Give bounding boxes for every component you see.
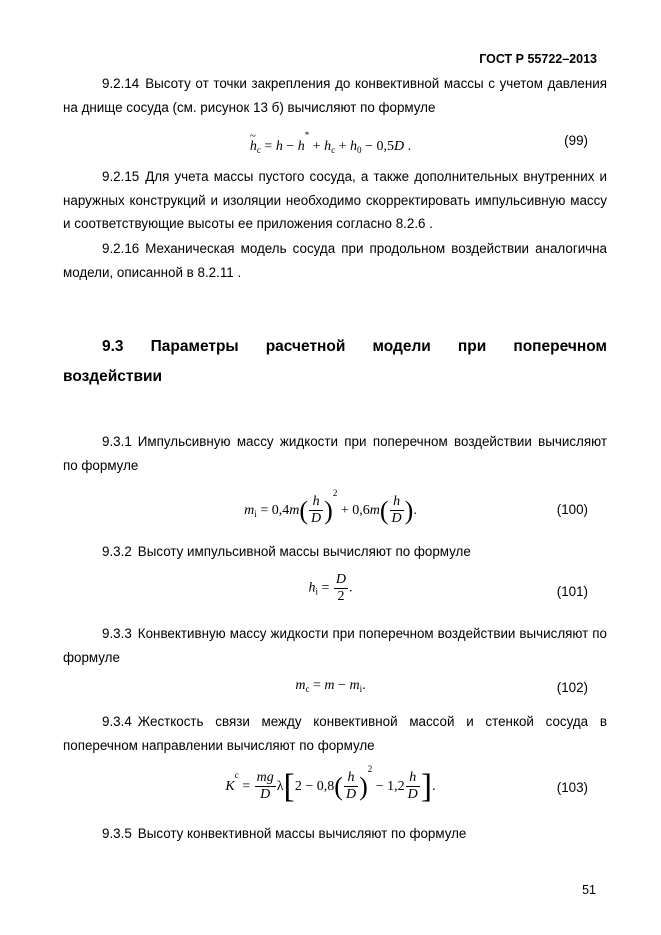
formula-102: $m_c = m - m_i$. xyxy=(295,678,366,694)
clause-number: 9.2.16 xyxy=(102,241,140,256)
heading-word: модели xyxy=(372,338,431,355)
clause-text: Высоту импульсивной массы вычисляют по формуле xyxy=(137,544,471,559)
formula-number-99: (99) xyxy=(564,133,588,148)
formula-101: $h_i$ = $\frac{D}{2}$ . xyxy=(308,572,353,604)
clause-number: 9.3.5 xyxy=(102,826,132,841)
heading-word: Параметры xyxy=(150,338,239,355)
paragraph-9-2-15 xyxy=(63,165,607,236)
page-number: 51 xyxy=(582,883,596,897)
heading-word: при xyxy=(457,338,487,355)
clause-text: Конвективную массу жидкости при поперечном воздействии вычисляют по формуле xyxy=(63,626,607,665)
paragraph-9-3-2 xyxy=(63,540,607,564)
formula-number-100: (100) xyxy=(556,502,588,517)
heading-word: воздействии xyxy=(63,368,163,385)
heading-word: поперечном xyxy=(513,338,607,355)
clause-text: Высоту от точки закрепления до конвективной массы с учетом давления на днище сосуда (см. рисунок 13 б) вычисляют по формуле xyxy=(63,76,607,115)
paragraph-9-3-1 xyxy=(63,430,607,477)
formula-number-101: (101) xyxy=(556,584,588,599)
heading-word: расчетной xyxy=(265,338,346,355)
section-heading-9-3 xyxy=(63,332,607,392)
paragraph-9-3-3 xyxy=(63,622,607,669)
clause-text: Жесткость связи между конвективной массой и стенкой сосуда в поперечном направлении вычисляют по формуле xyxy=(63,714,607,753)
paragraph-9-2-14 xyxy=(63,72,607,119)
clause-number: 9.3.2 xyxy=(102,544,132,559)
clause-number: 9.2.15 xyxy=(102,169,140,184)
clause-text: Высоту конвективной массы вычисляют по формуле xyxy=(137,826,467,841)
clause-text: Механическая модель сосуда при продольном воздействии аналогична модели, описанной в 8.2.11 . xyxy=(63,241,607,280)
clause-text: Импульсивную массу жидкости при поперечном воздействии вычисляют по формуле xyxy=(63,434,607,473)
document-header: ГОСТ Р 55722–2013 xyxy=(479,52,597,66)
clause-number: 9.3.4 xyxy=(102,714,132,729)
paragraph-9-3-5 xyxy=(63,822,607,846)
formula-number-103: (103) xyxy=(556,780,588,795)
formula-103: $K^c$ = $\frac{mg}{D}$ λ[2 − 0,8( $\frac{h}{D}$ )$^2$ − 1,2 $\frac{h}{D}$ ]. xyxy=(225,764,436,805)
section-number: 9.3 xyxy=(102,338,124,355)
clause-number: 9.3.3 xyxy=(102,626,132,641)
paragraph-9-2-16 xyxy=(63,237,607,284)
clause-number: 9.3.1 xyxy=(102,434,132,449)
clause-text: Для учета массы пустого сосуда, а также дополнительных внутренних и наружных конструкций и изоляции необходимо скорректировать импульсивную массу и соответствующие высоты ее приложения согласно 8.2.6 . xyxy=(63,169,607,231)
paragraph-9-3-4 xyxy=(63,710,607,757)
clause-number: 9.2.14 xyxy=(102,76,140,91)
formula-99: h ~ $_c = h - h^* + h_c + h_0 - 0,5D$ . xyxy=(249,130,412,155)
formula-100: $m_i = 0,4m$( $\frac{h}{D}$ )$^2$ + 0,6m( $\frac{h}{D}$ ). xyxy=(244,488,417,527)
formula-number-102: (102) xyxy=(556,680,588,695)
